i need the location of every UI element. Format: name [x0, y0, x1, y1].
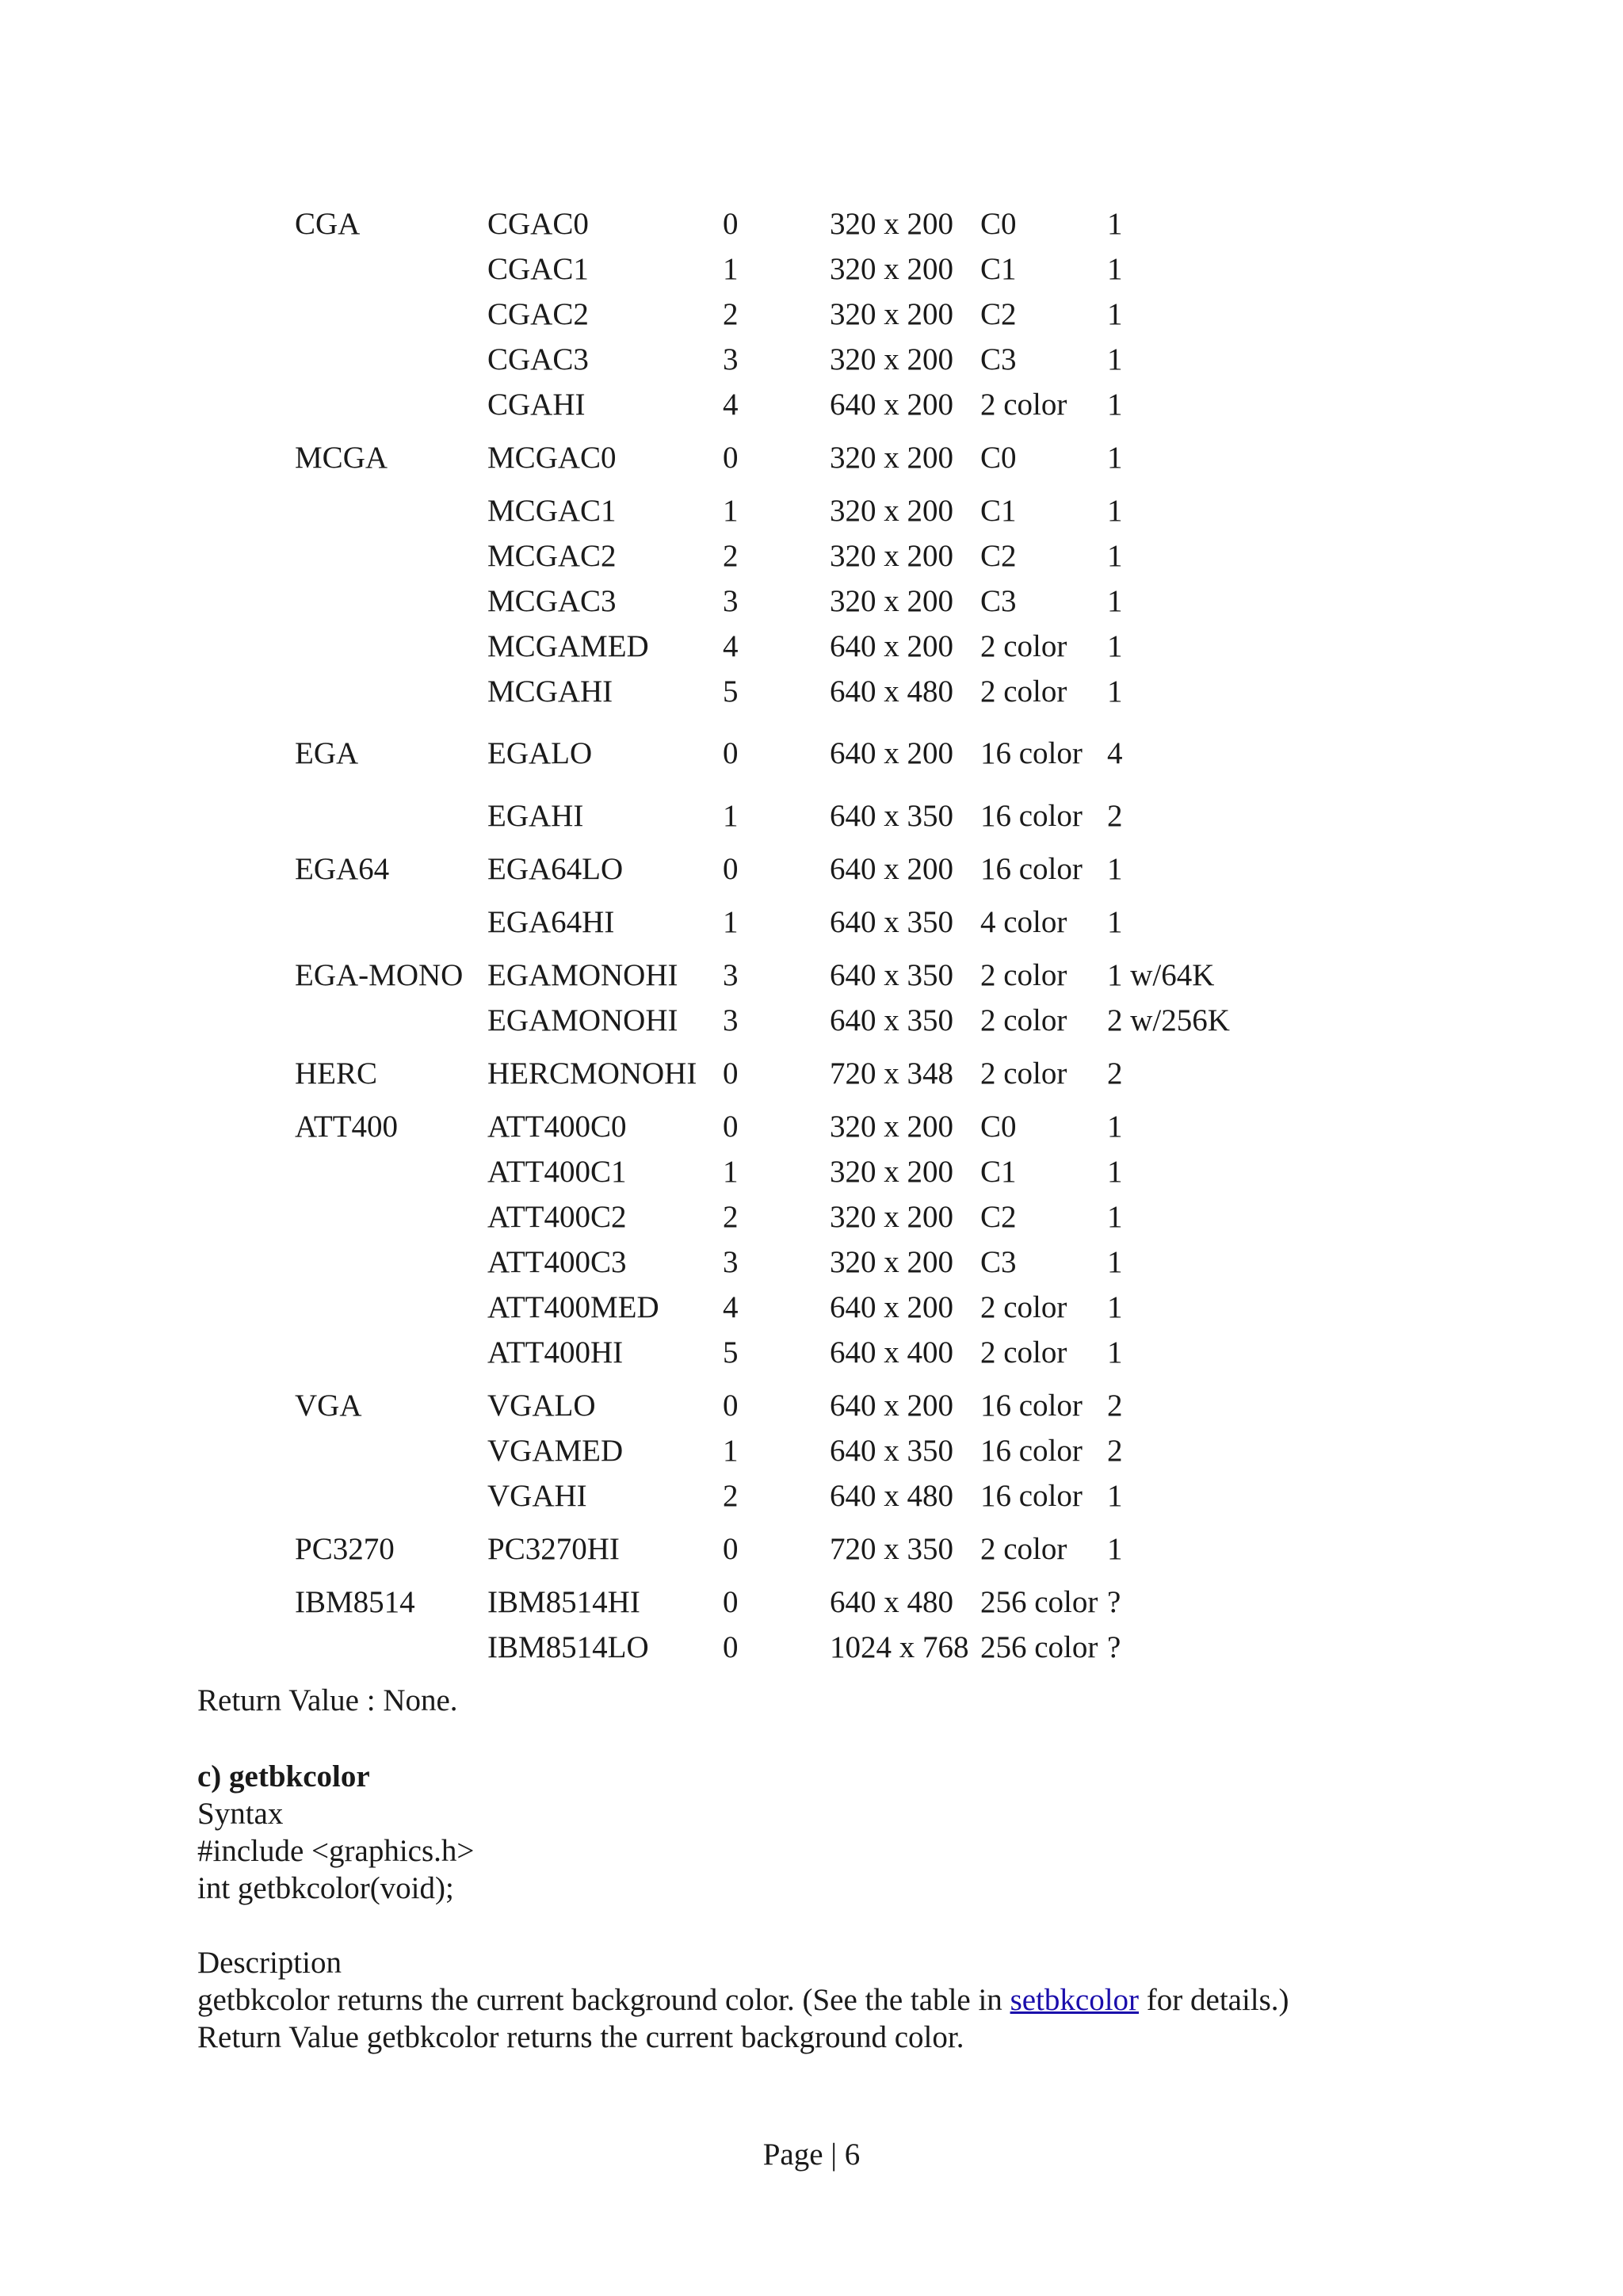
- pages: 1: [1107, 852, 1123, 886]
- table-row: [0, 1243, 1623, 1282]
- palette: 256 color: [980, 1585, 1098, 1619]
- mode-value: 3: [723, 958, 739, 992]
- mode-name: CGAC2: [487, 297, 589, 331]
- mode-value: 0: [723, 1630, 739, 1664]
- mode-name: MCGAC3: [487, 584, 617, 618]
- mode-value: 2: [723, 1200, 739, 1234]
- mode-value: 2: [723, 297, 739, 331]
- table-row: [0, 1333, 1623, 1373]
- mode-name: ATT400C1: [487, 1155, 627, 1189]
- table-row: [0, 1431, 1623, 1471]
- mode-name: ATT400C0: [487, 1110, 627, 1144]
- resolution: 640 x 350: [830, 1003, 953, 1037]
- table-row: [0, 295, 1623, 334]
- resolution: 640 x 350: [830, 905, 953, 939]
- table-row: [0, 1477, 1623, 1516]
- mode-name: VGAHI: [487, 1479, 587, 1513]
- palette: 16 color: [980, 852, 1083, 886]
- mode-value: 3: [723, 1003, 739, 1037]
- table-row: [0, 903, 1623, 942]
- pages: 2 w/256K: [1107, 1003, 1230, 1037]
- description-label: Description: [197, 1946, 342, 1980]
- driver-name: EGA-MONO: [295, 958, 464, 992]
- palette: C1: [980, 252, 1017, 286]
- palette: 256 color: [980, 1630, 1098, 1664]
- palette: 2 color: [980, 1290, 1067, 1324]
- table-row: [0, 1530, 1623, 1569]
- table-row: [0, 204, 1623, 244]
- palette: 4 color: [980, 905, 1067, 939]
- return-value-none: Return Value : None.: [197, 1683, 458, 1717]
- mode-value: 4: [723, 629, 739, 663]
- resolution: 640 x 480: [830, 674, 953, 709]
- pages: 2: [1107, 1056, 1123, 1091]
- mode-value: 1: [723, 905, 739, 939]
- mode-value: 5: [723, 1335, 739, 1370]
- table-row: [0, 797, 1623, 836]
- table-row: [0, 627, 1623, 667]
- palette: 16 color: [980, 1389, 1083, 1423]
- resolution: 320 x 200: [830, 584, 953, 618]
- resolution: 640 x 350: [830, 799, 953, 833]
- table-row: [0, 1583, 1623, 1622]
- pages: 1: [1107, 1479, 1123, 1513]
- palette: C1: [980, 494, 1017, 528]
- palette: C1: [980, 1155, 1017, 1189]
- mode-value: 3: [723, 584, 739, 618]
- table-row: [0, 734, 1623, 774]
- table-row: [0, 491, 1623, 531]
- table-row: [0, 1107, 1623, 1147]
- resolution: 320 x 200: [830, 342, 953, 376]
- description-text-after: for details.): [1139, 1983, 1289, 2017]
- resolution: 640 x 400: [830, 1335, 953, 1370]
- palette: 2 color: [980, 674, 1067, 709]
- pages: 1: [1107, 342, 1123, 376]
- mode-name: IBM8514HI: [487, 1585, 640, 1619]
- driver-name: VGA: [295, 1389, 362, 1423]
- table-row: [0, 582, 1623, 621]
- pages: 1: [1107, 1155, 1123, 1189]
- table-row: [0, 672, 1623, 712]
- pages: 1 w/64K: [1107, 958, 1215, 992]
- pages: 1: [1107, 1200, 1123, 1234]
- pages: 1: [1107, 1290, 1123, 1324]
- mode-value: 4: [723, 1290, 739, 1324]
- mode-name: PC3270HI: [487, 1532, 620, 1566]
- resolution: 640 x 200: [830, 852, 953, 886]
- driver-name: ATT400: [295, 1110, 398, 1144]
- resolution: 320 x 200: [830, 1245, 953, 1279]
- resolution: 640 x 200: [830, 1389, 953, 1423]
- mode-name: IBM8514LO: [487, 1630, 649, 1664]
- mode-value: 1: [723, 494, 739, 528]
- resolution: 640 x 480: [830, 1479, 953, 1513]
- palette: C0: [980, 1110, 1017, 1144]
- palette: 2 color: [980, 1335, 1067, 1370]
- palette: C2: [980, 1200, 1017, 1234]
- mode-name: ATT400HI: [487, 1335, 624, 1370]
- resolution: 320 x 200: [830, 1155, 953, 1189]
- pages: 1: [1107, 297, 1123, 331]
- mode-name: EGAHI: [487, 799, 584, 833]
- palette: C3: [980, 584, 1017, 618]
- resolution: 640 x 200: [830, 629, 953, 663]
- pages: 1: [1107, 388, 1123, 422]
- mode-name: CGAC1: [487, 252, 589, 286]
- resolution: 640 x 200: [830, 1290, 953, 1324]
- mode-value: 0: [723, 852, 739, 886]
- syntax-include: #include <graphics.h>: [197, 1834, 475, 1868]
- mode-value: 2: [723, 539, 739, 573]
- mode-name: EGA64LO: [487, 852, 624, 886]
- mode-value: 0: [723, 1585, 739, 1619]
- pages: 1: [1107, 441, 1123, 475]
- palette: C0: [980, 207, 1017, 241]
- resolution: 320 x 200: [830, 207, 953, 241]
- mode-name: MCGAC1: [487, 494, 617, 528]
- mode-value: 1: [723, 1434, 739, 1468]
- pages: 1: [1107, 584, 1123, 618]
- pages: ?: [1107, 1585, 1121, 1619]
- table-row: [0, 438, 1623, 478]
- palette: 16 color: [980, 1479, 1083, 1513]
- driver-name: EGA64: [295, 852, 390, 886]
- mode-value: 1: [723, 1155, 739, 1189]
- pages: 1: [1107, 1110, 1123, 1144]
- description-text-before: getbkcolor returns the current background color. (See the table in: [197, 1983, 1010, 2017]
- palette: C3: [980, 342, 1017, 376]
- mode-value: 5: [723, 674, 739, 709]
- table-row: [0, 1001, 1623, 1041]
- resolution: 720 x 350: [830, 1532, 953, 1566]
- resolution: 720 x 348: [830, 1056, 953, 1091]
- palette: 16 color: [980, 736, 1083, 770]
- palette: 2 color: [980, 1003, 1067, 1037]
- pages: 1: [1107, 207, 1123, 241]
- table-row: [0, 1198, 1623, 1237]
- mode-value: 2: [723, 1479, 739, 1513]
- mode-name: EGAMONOHI: [487, 958, 678, 992]
- palette: 2 color: [980, 1532, 1067, 1566]
- mode-name: HERCMONOHI: [487, 1056, 697, 1091]
- palette: C3: [980, 1245, 1017, 1279]
- return-value-description: Return Value getbkcolor returns the current background color.: [197, 2020, 964, 2054]
- pages: 1: [1107, 1532, 1123, 1566]
- table-row: [0, 340, 1623, 380]
- pages: 2: [1107, 1389, 1123, 1423]
- resolution: 320 x 200: [830, 297, 953, 331]
- mode-name: CGAHI: [487, 388, 586, 422]
- palette: 2 color: [980, 629, 1067, 663]
- table-row: [0, 385, 1623, 425]
- mode-value: 0: [723, 207, 739, 241]
- section-title: c) getbkcolor: [197, 1759, 370, 1794]
- mode-name: CGAC3: [487, 342, 589, 376]
- palette: 2 color: [980, 1056, 1067, 1091]
- resolution: 320 x 200: [830, 1110, 953, 1144]
- resolution: 640 x 200: [830, 388, 953, 422]
- mode-value: 0: [723, 1110, 739, 1144]
- mode-name: CGAC0: [487, 207, 589, 241]
- palette: C2: [980, 297, 1017, 331]
- mode-name: ATT400C2: [487, 1200, 627, 1234]
- syntax-prototype: int getbkcolor(void);: [197, 1871, 454, 1905]
- mode-value: 3: [723, 342, 739, 376]
- driver-name: IBM8514: [295, 1585, 415, 1619]
- mode-name: EGALO: [487, 736, 593, 770]
- palette: 2 color: [980, 388, 1067, 422]
- setbkcolor-link[interactable]: setbkcolor: [1010, 1983, 1140, 2017]
- mode-name: EGA64HI: [487, 905, 615, 939]
- table-row: [0, 1152, 1623, 1192]
- pages: 4: [1107, 736, 1123, 770]
- pages: 1: [1107, 905, 1123, 939]
- palette: C2: [980, 539, 1017, 573]
- mode-value: 4: [723, 388, 739, 422]
- pages: 1: [1107, 1335, 1123, 1370]
- table-row: [0, 1386, 1623, 1426]
- table-row: [0, 1628, 1623, 1668]
- pages: 1: [1107, 539, 1123, 573]
- driver-name: MCGA: [295, 441, 388, 475]
- pages: ?: [1107, 1630, 1121, 1664]
- resolution: 640 x 200: [830, 736, 953, 770]
- mode-name: EGAMONOHI: [487, 1003, 678, 1037]
- syntax-label: Syntax: [197, 1797, 284, 1831]
- pages: 1: [1107, 1245, 1123, 1279]
- resolution: 640 x 480: [830, 1585, 953, 1619]
- mode-value: 1: [723, 799, 739, 833]
- mode-value: 0: [723, 441, 739, 475]
- resolution: 1024 x 768: [830, 1630, 969, 1664]
- palette: C0: [980, 441, 1017, 475]
- mode-name: VGAMED: [487, 1434, 624, 1468]
- pages: 1: [1107, 629, 1123, 663]
- driver-name: HERC: [295, 1056, 378, 1091]
- mode-value: 0: [723, 1056, 739, 1091]
- page-number: Page | 6: [762, 2137, 861, 2172]
- pages: 2: [1107, 1434, 1123, 1468]
- driver-name: EGA: [295, 736, 359, 770]
- driver-name: CGA: [295, 207, 361, 241]
- pages: 1: [1107, 494, 1123, 528]
- mode-value: 3: [723, 1245, 739, 1279]
- mode-name: ATT400MED: [487, 1290, 659, 1324]
- resolution: 320 x 200: [830, 494, 953, 528]
- mode-value: 1: [723, 252, 739, 286]
- pages: 1: [1107, 252, 1123, 286]
- pages: 1: [1107, 674, 1123, 709]
- mode-value: 0: [723, 736, 739, 770]
- pages: 2: [1107, 799, 1123, 833]
- mode-name: ATT400C3: [487, 1245, 627, 1279]
- resolution: 640 x 350: [830, 958, 953, 992]
- resolution: 320 x 200: [830, 1200, 953, 1234]
- palette: 16 color: [980, 1434, 1083, 1468]
- resolution: 640 x 350: [830, 1434, 953, 1468]
- mode-value: 0: [723, 1389, 739, 1423]
- table-row: [0, 537, 1623, 576]
- table-row: [0, 1054, 1623, 1094]
- mode-name: MCGAHI: [487, 674, 613, 709]
- driver-name: PC3270: [295, 1532, 395, 1566]
- mode-name: MCGAMED: [487, 629, 649, 663]
- resolution: 320 x 200: [830, 441, 953, 475]
- resolution: 320 x 200: [830, 539, 953, 573]
- table-row: [0, 956, 1623, 995]
- mode-value: 0: [723, 1532, 739, 1566]
- palette: 16 color: [980, 799, 1083, 833]
- resolution: 320 x 200: [830, 252, 953, 286]
- table-row: [0, 250, 1623, 289]
- table-row: [0, 850, 1623, 889]
- mode-name: MCGAC2: [487, 539, 617, 573]
- mode-name: VGALO: [487, 1389, 596, 1423]
- description-paragraph: [197, 1981, 1289, 2019]
- table-row: [0, 1288, 1623, 1328]
- mode-name: MCGAC0: [487, 441, 617, 475]
- palette: 2 color: [980, 958, 1067, 992]
